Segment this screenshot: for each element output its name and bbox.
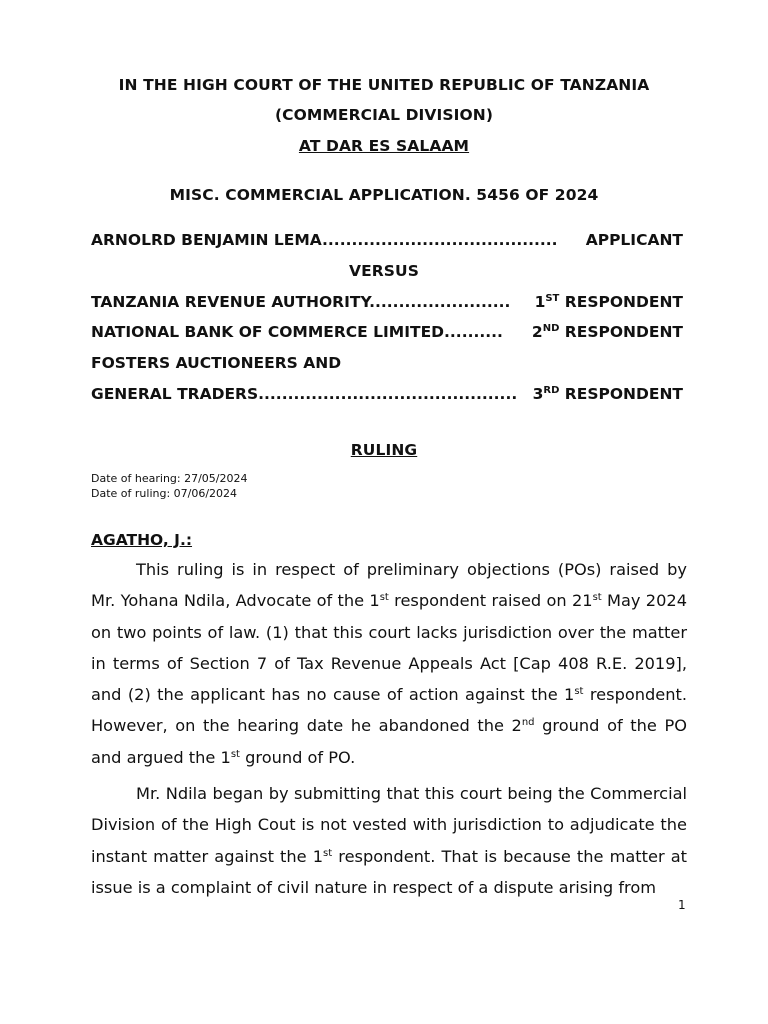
hearing-date: Date of hearing: 27/05/2024: [91, 472, 248, 485]
paragraph-2: [91, 778, 687, 903]
p1-sup-1: st: [379, 592, 389, 604]
respondent-3-role-wrap: [531, 385, 683, 403]
respondent-3-dots: ............................................: [258, 385, 518, 403]
respondent-3-line: [91, 385, 683, 403]
respondent-2-num: 2: [531, 323, 543, 341]
respondent-1-role: RESPONDENT: [564, 293, 683, 311]
respondent-1-num: 1: [534, 293, 546, 311]
p1-text-1: This ruling is in respect of preliminary objections (POs) raised by Mr. Yohana Ndila, Advocate of the 1: [91, 560, 687, 611]
ruling-date: Date of ruling: 07/06/2024: [91, 487, 238, 500]
case-number: MISC. COMMERCIAL APPLICATION. 5456 OF 2024: [169, 186, 599, 204]
applicant-name: ARNOLRD BENJAMIN LEMA: [91, 231, 323, 249]
respondent-2-dots: ..........: [444, 323, 503, 341]
applicant-dots: ........................................: [322, 231, 558, 249]
division-title: (COMMERCIAL DIVISION): [274, 106, 494, 124]
respondent-2-sup: ND: [542, 323, 560, 334]
p1-text-6: ground of PO.: [239, 747, 356, 767]
applicant-role: APPLICANT: [585, 231, 683, 249]
p1-text-2: respondent raised on 21: [388, 591, 593, 611]
location-title: AT DAR ES SALAAM: [298, 137, 470, 155]
respondent-1-name: TANZANIA REVENUE AUTHORITY: [91, 293, 370, 311]
respondent-1-line: [91, 293, 683, 311]
versus-label: VERSUS: [348, 262, 420, 280]
respondent-1-dots: ........................: [369, 293, 511, 311]
respondent-3-name: GENERAL TRADERS: [91, 385, 259, 403]
respondent-2-role-wrap: [530, 323, 683, 341]
judge-name: AGATHO, J.:: [91, 531, 193, 549]
p1-sup-5: st: [230, 748, 240, 760]
p2-text-2: respondent. That is because the matter at issue is a complaint of civil nature in respect of a dispute arising from: [91, 846, 687, 897]
respondent-3-role: RESPONDENT: [564, 385, 683, 403]
paragraph-1: [91, 554, 687, 773]
p1-text-5: ground of the PO and argued the 1: [91, 716, 687, 767]
respondent-2-role: RESPONDENT: [564, 323, 683, 341]
p1-sup-2: st: [592, 592, 602, 604]
respondent-3-line1: [91, 354, 683, 372]
page-number: 1: [678, 898, 686, 912]
respondent-2-name: NATIONAL BANK OF COMMERCE LIMITED: [91, 323, 445, 341]
respondent-2-line: [91, 323, 683, 341]
p1-sup-3: st: [574, 686, 584, 698]
respondent-3-line1-text: FOSTERS AUCTIONEERS AND: [91, 354, 342, 372]
p1-text-4: respondent. However, on the hearing date he abandoned the 2: [91, 685, 687, 736]
p2-sup-1: st: [323, 847, 333, 859]
applicant-line: [91, 231, 683, 249]
p1-text-3: May 2024 on two points of law. (1) that this court lacks jurisdiction over the matter in terms of Section 7 of Tax Revenue Appeals Act [Cap 408 R.E. 2019], and (2) the applicant has no cause of action against the 1: [91, 591, 687, 705]
respondent-1-role-wrap: [533, 293, 683, 311]
p2-text-1: Mr. Ndila began by submitting that this court being the Commercial Division of the High Cout is not vested with jurisdiction to adjudicate the instant matter against the 1: [91, 784, 687, 866]
court-title: IN THE HIGH COURT OF THE UNITED REPUBLIC OF TANZANIA: [118, 76, 650, 94]
respondent-3-num: 3: [532, 385, 544, 403]
p1-sup-4: nd: [521, 717, 535, 729]
ruling-title: RULING: [350, 441, 418, 459]
respondent-3-sup: RD: [543, 385, 560, 396]
respondent-1-sup: ST: [545, 293, 560, 304]
